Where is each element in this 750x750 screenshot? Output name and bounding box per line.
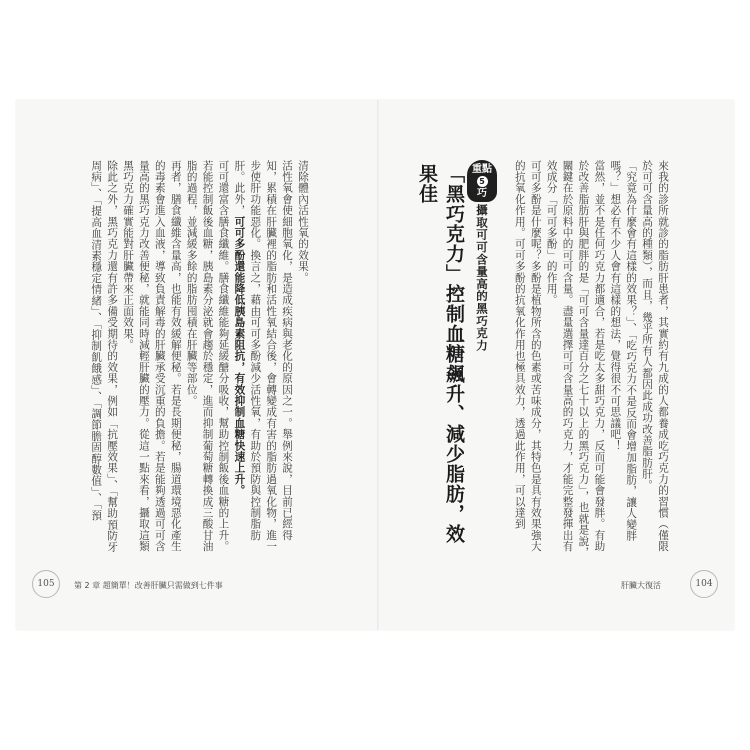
- right-page-number: 104: [690, 570, 718, 598]
- badge-top-label: 重點: [472, 163, 492, 175]
- emphasis-sentence: 可可多酚還能降低胰島素阻抗，有效抑制血糖快速上升。: [233, 216, 246, 496]
- book-title-footer: 肝臟大復活: [621, 581, 661, 590]
- badge-number: 5: [477, 176, 488, 187]
- right-page-body: 來我的診所就診的脂肪肝患者，其實約有九成的人都養成吃巧克力的習慣（僅限於可可含量高的種類），而且，幾乎所有人都因此成功改善脂肪肝。 「究竟為什麼會有這樣的效果？」、「吃巧克力不是反而會增加脂肪，讓人變胖嗎？」想必有不少人會有這樣的想法，覺得很不可思議吧！ 當然，並不是任何巧克力都適合，若是吃太多甜巧克力，反而可能會發胖。有助於改善脂肪肝與肥胖的是「可可含量達百分之七十以上的黑巧克力」，也就是說，關鍵在於原料中的可可含量。盡量選擇可可含量高的巧克力，才能完整發揮出有效成分「可可多酚」的作用。 可可多酚是什麼呢？多酚是植物所含的色素或苦味成分，其特色是具有效果強大的抗氧化作用。可可多酚的抗氧化作用也極具效力，透過此作用，可以達到: [513, 160, 669, 558]
- left-page-number: 105: [32, 570, 60, 598]
- section-subtitle: 攝取可可含量高的黑巧克力: [475, 204, 489, 352]
- left-body-part-2: 可可還富含膳食纖維。膳食纖維能夠延緩醣分吸收，幫助控制飯後血糖的上升。若能控制飯後血糖，胰島素分泌就會趨於穩定，進而抑制葡萄糖轉換成三酸甘油脂的過程，並減緩多餘的脂肪囤積在肝臟等部位。 再者，膳食纖維含量高，也能有效緩解便秘。若是長期便秘，腸道環境惡化產生的毒素會進入血液，導致負責解毒的肝臟承受沉重的負擔。若是能夠透過可可含量高的黑巧克力改善便秘，就能同時減輕肝臟的壓力。從這一點來看，攝取這類黑巧克力確實能對肝臟帶來正面效果。 除此之外，黑巧克力還有許多備受期待的效果，例如「抗壓效果」、「幫助預防牙周病」、「提高血清素穩定情緒」、「抑制飢餓感」、「調節膽固醇數值」、「預: [90, 160, 230, 553]
- point-badge: [467, 160, 497, 202]
- section-title: 「黑巧克力」控制血糖飆升、減少脂肪，效果佳: [416, 164, 465, 544]
- section-heading: [367, 160, 497, 560]
- left-body-part-1: 清除體內活性氧的效果。 活性氧會使細胞氧化，是造成疾病與老化的原因之一。舉例來說，目前已經得知，累積在肝臟裡的脂肪和活性氧結合後，會轉變成有害的脂肪過氧化物，進一步使肝功能惡化。換言之，藉由可可多酚減少活性氧，有助於預防與控制脂肪肝。此外，: [233, 160, 309, 552]
- left-page-body: [64, 160, 310, 560]
- chapter-footer: 第 2 章 超簡單！改善肝臟只需做到七件事: [74, 581, 223, 590]
- badge-bottom-label: 巧: [477, 187, 487, 199]
